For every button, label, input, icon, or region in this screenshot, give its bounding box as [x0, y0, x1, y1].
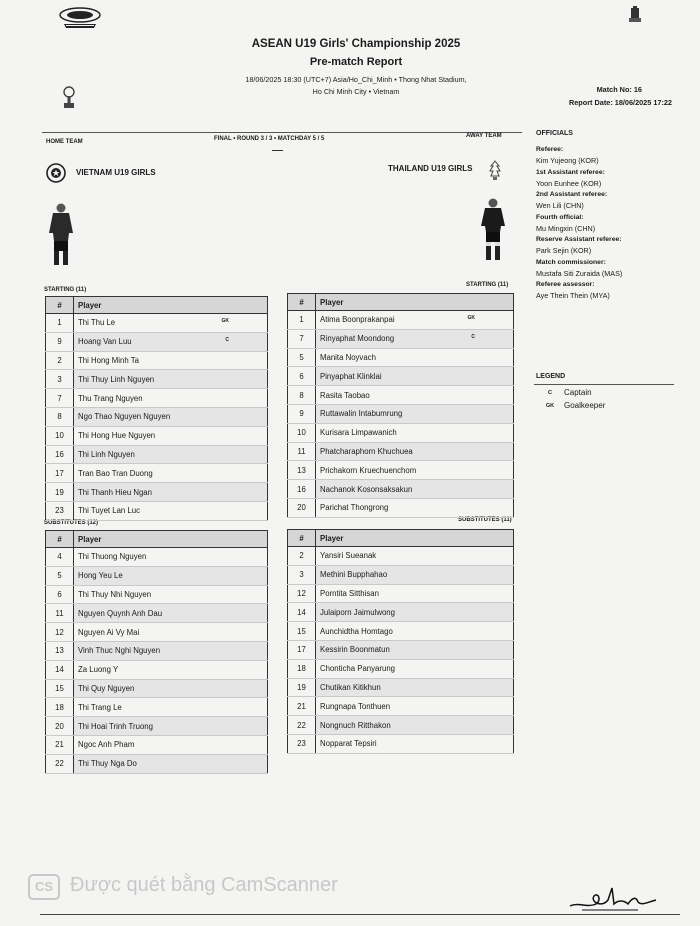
table-row: [288, 547, 514, 566]
away-subs-label: SUBSTITUTES (11): [458, 517, 512, 523]
match-round: FINAL • ROUND 3 / 3 • MATCHDAY 5 / 5: [214, 136, 325, 142]
legend-captain-label: Captain: [564, 388, 592, 397]
player-name-cell: [74, 351, 268, 370]
table-row: [46, 548, 268, 567]
player-number: 7: [288, 329, 316, 348]
player-name: Prichakorn Kruechuenchom: [320, 465, 417, 475]
player-name: Thi Thuong Nguyen: [78, 552, 147, 562]
camscanner-watermark: Được quét bằng CamScanner: [70, 874, 338, 896]
table-row: [46, 351, 268, 370]
official-entry: [536, 236, 696, 255]
table-row: [46, 604, 268, 623]
player-name: Chutikan Kitikhun: [320, 682, 381, 692]
player-name: Ngo Thao Nguyen Nguyen: [78, 412, 171, 422]
player-number: 10: [46, 426, 74, 445]
player-number: 13: [288, 461, 316, 480]
table-row: [46, 389, 268, 408]
official-role: Referee assessor:: [536, 281, 595, 288]
player-name: Thi Thuy Nhi Nguyen: [78, 589, 152, 599]
player-name-cell: [74, 464, 268, 483]
player-name: Atima Boonprakanpai: [320, 315, 395, 325]
player-number: 16: [46, 445, 74, 464]
player-name-cell: [316, 498, 514, 517]
table-row: [46, 585, 268, 604]
player-name-cell: [316, 734, 514, 753]
table-row: [46, 370, 268, 389]
player-name-cell: [74, 548, 268, 567]
goalkeeper-badge: GK: [467, 315, 475, 321]
report-title: ASEAN U19 Girls' Championship 2025: [251, 38, 461, 50]
player-number: 20: [46, 717, 74, 736]
player-name: Thi Thuy Linh Nguyen: [78, 374, 155, 384]
player-name: Thi Tuyet Lan Luc: [78, 506, 140, 516]
camscanner-logo: CS: [28, 874, 60, 900]
player-name-cell: [316, 348, 514, 367]
table-row: [46, 314, 268, 333]
player-number: 14: [46, 660, 74, 679]
official-entry: [536, 146, 696, 165]
player-name-cell: [316, 678, 514, 697]
player-name-cell: [74, 389, 268, 408]
player-name-cell: [74, 641, 268, 660]
table-row: [288, 565, 514, 584]
player-name: Thi Hong Minh Ta: [78, 355, 139, 365]
player-number: 16: [288, 480, 316, 499]
table-row: [46, 641, 268, 660]
col-num-header: #: [46, 297, 74, 314]
player-name: Parichat Thongrong: [320, 503, 389, 513]
official-role: Match commissioner:: [536, 258, 606, 266]
home-kit-icon: [46, 203, 76, 267]
official-name: Aye Thein Thein (MYA): [536, 291, 610, 300]
player-number: 2: [288, 547, 316, 566]
player-name-cell: [316, 640, 514, 659]
player-name-cell: [74, 501, 268, 520]
player-name: Thi Thuy Nga Do: [78, 759, 137, 769]
player-name: Thi Hong Hue Nguyen: [78, 431, 156, 441]
table-row: [288, 659, 514, 678]
player-number: 6: [46, 585, 74, 604]
home-subs-table: [45, 530, 268, 774]
table-row: [288, 716, 514, 735]
player-number: 19: [288, 678, 316, 697]
table-row: [288, 329, 514, 348]
table-row: [288, 311, 514, 330]
player-name-cell: [74, 566, 268, 585]
away-kit-icon: [478, 198, 508, 262]
player-name: Tran Bao Tran Duong: [78, 468, 153, 478]
table-row: [46, 426, 268, 445]
official-name: Mustafa Siti Zuraida (MAS): [536, 268, 623, 278]
col-player-header: Player: [74, 297, 268, 314]
col-player-header: Player: [316, 294, 514, 311]
player-name: Pinyaphat Klinklai: [320, 371, 382, 381]
player-name: Nguyen Quynh Anh Dau: [78, 608, 163, 618]
player-name-cell: [74, 717, 268, 736]
player-number: 6: [288, 367, 316, 386]
player-name-cell: [316, 423, 514, 442]
player-number: 5: [46, 566, 74, 585]
player-name-cell: [74, 407, 268, 426]
match-datetime-venue: 18/06/2025 18:30 (UTC+7) Asia/Ho_Chi_Minh • Thong Nhat Stadium,: [245, 75, 467, 84]
player-name: Aunchidtha Homtago: [320, 626, 393, 636]
table-row: [46, 445, 268, 464]
player-name-cell: [74, 754, 268, 773]
player-number: 23: [46, 501, 74, 520]
player-name: Methini Bupphahao: [320, 570, 388, 580]
player-number: 15: [46, 679, 74, 698]
table-row: [46, 717, 268, 736]
player-number: 13: [46, 641, 74, 660]
player-number: 14: [288, 603, 316, 622]
table-row: [46, 407, 268, 426]
table-row: [46, 501, 268, 520]
report-date: Report Date: 18/06/2025 17:22: [568, 98, 672, 107]
match-city: Ho Chi Minh City • Vietnam: [312, 87, 400, 96]
player-name: Manita Noyvach: [320, 352, 376, 362]
official-role: Fourth official:: [536, 213, 584, 221]
col-player-header: Player: [74, 531, 268, 548]
divider: [534, 384, 674, 385]
player-name: Thi Thanh Hieu Ngan: [78, 487, 152, 497]
table-row: [288, 386, 514, 405]
table-row: [46, 332, 268, 351]
player-name-cell: [316, 404, 514, 423]
player-number: 17: [288, 640, 316, 659]
away-starting-table: [287, 293, 514, 518]
col-num-header: #: [288, 530, 316, 547]
player-name-cell: [74, 623, 268, 642]
player-number: 5: [288, 348, 316, 367]
player-name-cell: [316, 386, 514, 405]
player-number: 12: [46, 623, 74, 642]
official-entry: [536, 281, 696, 300]
official-role: 2nd Assistant referee:: [536, 191, 608, 198]
legend-captain: [544, 388, 592, 397]
player-name-cell: [74, 735, 268, 754]
player-number: 7: [46, 389, 74, 408]
home-starting-table: [45, 296, 268, 521]
home-team-crest-icon: [46, 162, 66, 184]
legend-goalkeeper: [544, 401, 605, 410]
player-name-cell: [74, 483, 268, 502]
table-row: [288, 480, 514, 499]
table-row: [46, 754, 268, 773]
player-number: 21: [288, 697, 316, 716]
away-team-label: AWAY TEAM: [466, 133, 502, 139]
legend-goalkeeper-label: Goalkeeper: [564, 401, 606, 410]
divider: [42, 132, 522, 133]
player-name-cell: [74, 332, 268, 351]
away-subs-table: [287, 529, 514, 754]
away-team-crest-icon: [488, 160, 502, 182]
player-name-cell: [316, 311, 514, 330]
player-number: 2: [46, 351, 74, 370]
player-name-cell: [316, 659, 514, 678]
player-name: Thi Linh Nguyen: [78, 449, 135, 459]
table-row: [46, 623, 268, 642]
captain-badge: C: [225, 336, 229, 343]
table-row: [288, 498, 514, 517]
match-number: Match No: 16: [596, 85, 642, 94]
player-name: Yansiri Sueanak: [320, 551, 377, 561]
official-name: Wen Lili (CHN): [536, 201, 584, 210]
table-row: [46, 566, 268, 585]
signature: [568, 878, 660, 914]
player-name-cell: [316, 565, 514, 584]
player-name-cell: [74, 445, 268, 464]
player-name: Nopparat Tepsiri: [320, 739, 377, 749]
player-number: 22: [288, 716, 316, 735]
player-name: Thu Trang Nguyen: [78, 393, 143, 403]
away-starting-label: STARTING (11): [466, 282, 509, 288]
player-name: Rasita Taobao: [320, 390, 370, 400]
player-number: 3: [46, 370, 74, 389]
captain-badge: C: [471, 333, 475, 340]
player-number: 22: [46, 754, 74, 773]
player-name: Za Luong Y: [78, 665, 119, 675]
player-name-cell: [74, 426, 268, 445]
officials-title: OFFICIALS: [536, 130, 573, 137]
player-number: 11: [46, 604, 74, 623]
player-name-cell: [316, 329, 514, 348]
player-name-cell: [74, 370, 268, 389]
col-player-header: Player: [316, 530, 514, 547]
player-number: 1: [46, 314, 74, 333]
table-row: [46, 483, 268, 502]
player-name-cell: [316, 442, 514, 461]
player-name: Phatcharaphorn Khuchuea: [320, 446, 413, 456]
player-name-cell: [316, 547, 514, 566]
trophy-icon: [62, 86, 76, 110]
player-number: 12: [288, 584, 316, 603]
home-team-label: HOME TEAM: [46, 139, 83, 145]
player-name-cell: [316, 603, 514, 622]
official-role: Referee:: [536, 146, 564, 153]
player-name: Kurisara Limpawanich: [320, 428, 397, 438]
table-row: [288, 603, 514, 622]
player-number: 20: [288, 498, 316, 517]
legend-title: LEGEND: [536, 373, 566, 380]
player-name-cell: [316, 622, 514, 641]
player-name: Thi Thu Le: [78, 318, 116, 328]
player-number: 8: [46, 407, 74, 426]
table-row: [288, 348, 514, 367]
player-name: Julaiporn Jaimulwong: [320, 607, 395, 617]
table-row: [46, 679, 268, 698]
player-name: Ngoc Anh Pham: [78, 740, 135, 750]
player-name: Porntita Sitthisan: [320, 588, 379, 598]
table-row: [288, 678, 514, 697]
home-starting-label: STARTING (11): [44, 287, 87, 293]
player-number: 15: [288, 622, 316, 641]
player-name: Thi Hoai Trinh Truong: [78, 721, 153, 731]
officials-list: [536, 146, 696, 304]
table-row: [288, 461, 514, 480]
table-row: [288, 734, 514, 753]
player-number: 10: [288, 423, 316, 442]
federation-logo: [58, 6, 102, 30]
table-row: [46, 464, 268, 483]
player-name: Vinh Thuc Nghi Nguyen: [78, 646, 161, 656]
official-role: Reserve Assistant referee:: [536, 236, 622, 243]
table-row: [288, 622, 514, 641]
player-name-cell: [316, 480, 514, 499]
player-name-cell: [316, 584, 514, 603]
player-name-cell: [74, 698, 268, 717]
player-name-cell: [316, 461, 514, 480]
player-name-cell: [316, 697, 514, 716]
away-team-name: THAILAND U19 GIRLS: [388, 164, 473, 173]
player-name-cell: [74, 660, 268, 679]
official-name: Yoon Eunhee (KOR): [536, 178, 602, 188]
player-name: Kessirin Boonmatun: [320, 645, 390, 655]
player-number: 17: [46, 464, 74, 483]
player-name: Chonticha Panyarung: [320, 664, 395, 674]
table-row: [288, 442, 514, 461]
player-name-cell: [74, 604, 268, 623]
player-number: 9: [288, 404, 316, 423]
player-name-cell: [74, 585, 268, 604]
player-number: 19: [46, 483, 74, 502]
player-number: 21: [46, 735, 74, 754]
table-row: [288, 640, 514, 659]
player-number: 8: [288, 386, 316, 405]
player-name-cell: [316, 716, 514, 735]
player-number: 18: [288, 659, 316, 678]
player-name: Nongnuch Ritthakon: [320, 720, 391, 730]
player-name: Nachanok Kosonsaksakun: [320, 484, 413, 494]
official-entry: [536, 169, 696, 188]
player-number: 3: [288, 565, 316, 584]
sponsor-logo: [628, 6, 642, 24]
official-name: Mu Mingxin (CHN): [536, 223, 596, 233]
official-entry: [536, 259, 696, 278]
table-row: [288, 367, 514, 386]
table-row: [288, 584, 514, 603]
player-number: 11: [288, 442, 316, 461]
player-name: Rungnapa Tonthuen: [320, 701, 391, 711]
col-num-header: #: [288, 294, 316, 311]
player-name: Nguyen Ai Vy Mai: [78, 627, 140, 637]
player-number: 4: [46, 548, 74, 567]
captain-icon: C: [548, 389, 552, 396]
official-name: Park Sejin (KOR): [536, 246, 592, 255]
goalkeeper-icon: GK: [545, 402, 555, 409]
home-subs-label: SUBSTITUTES (12): [44, 520, 99, 526]
player-name: Hoang Van Luu: [78, 337, 132, 347]
player-name: Rinyaphat Moondong: [320, 334, 395, 344]
goalkeeper-badge: GK: [221, 318, 229, 324]
player-name: Ruttawalin Intabumrung: [320, 409, 403, 419]
player-number: 9: [46, 332, 74, 351]
divider: [40, 914, 680, 915]
score-dash: [272, 150, 283, 151]
report-subtitle: Pre-match Report: [309, 56, 403, 68]
col-num-header: #: [46, 531, 74, 548]
table-row: [288, 423, 514, 442]
player-name: Hong Yeu Le: [78, 571, 123, 581]
player-name: Thi Trang Le: [78, 702, 122, 712]
player-number: 18: [46, 698, 74, 717]
home-team-name: VIETNAM U19 GIRLS: [76, 168, 156, 177]
official-role: 1st Assistant referee:: [536, 168, 605, 176]
official-entry: [536, 214, 696, 233]
player-name-cell: [74, 314, 268, 333]
player-name-cell: [316, 367, 514, 386]
table-row: [46, 698, 268, 717]
table-row: [46, 660, 268, 679]
table-row: [46, 735, 268, 754]
table-row: [288, 697, 514, 716]
player-number: 23: [288, 734, 316, 753]
player-name-cell: [74, 679, 268, 698]
official-entry: [536, 191, 696, 210]
player-number: 1: [288, 311, 316, 330]
player-name: Thi Quy Nguyen: [78, 683, 135, 693]
official-name: Kim Yujeong (KOR): [536, 156, 599, 165]
table-row: [288, 404, 514, 423]
